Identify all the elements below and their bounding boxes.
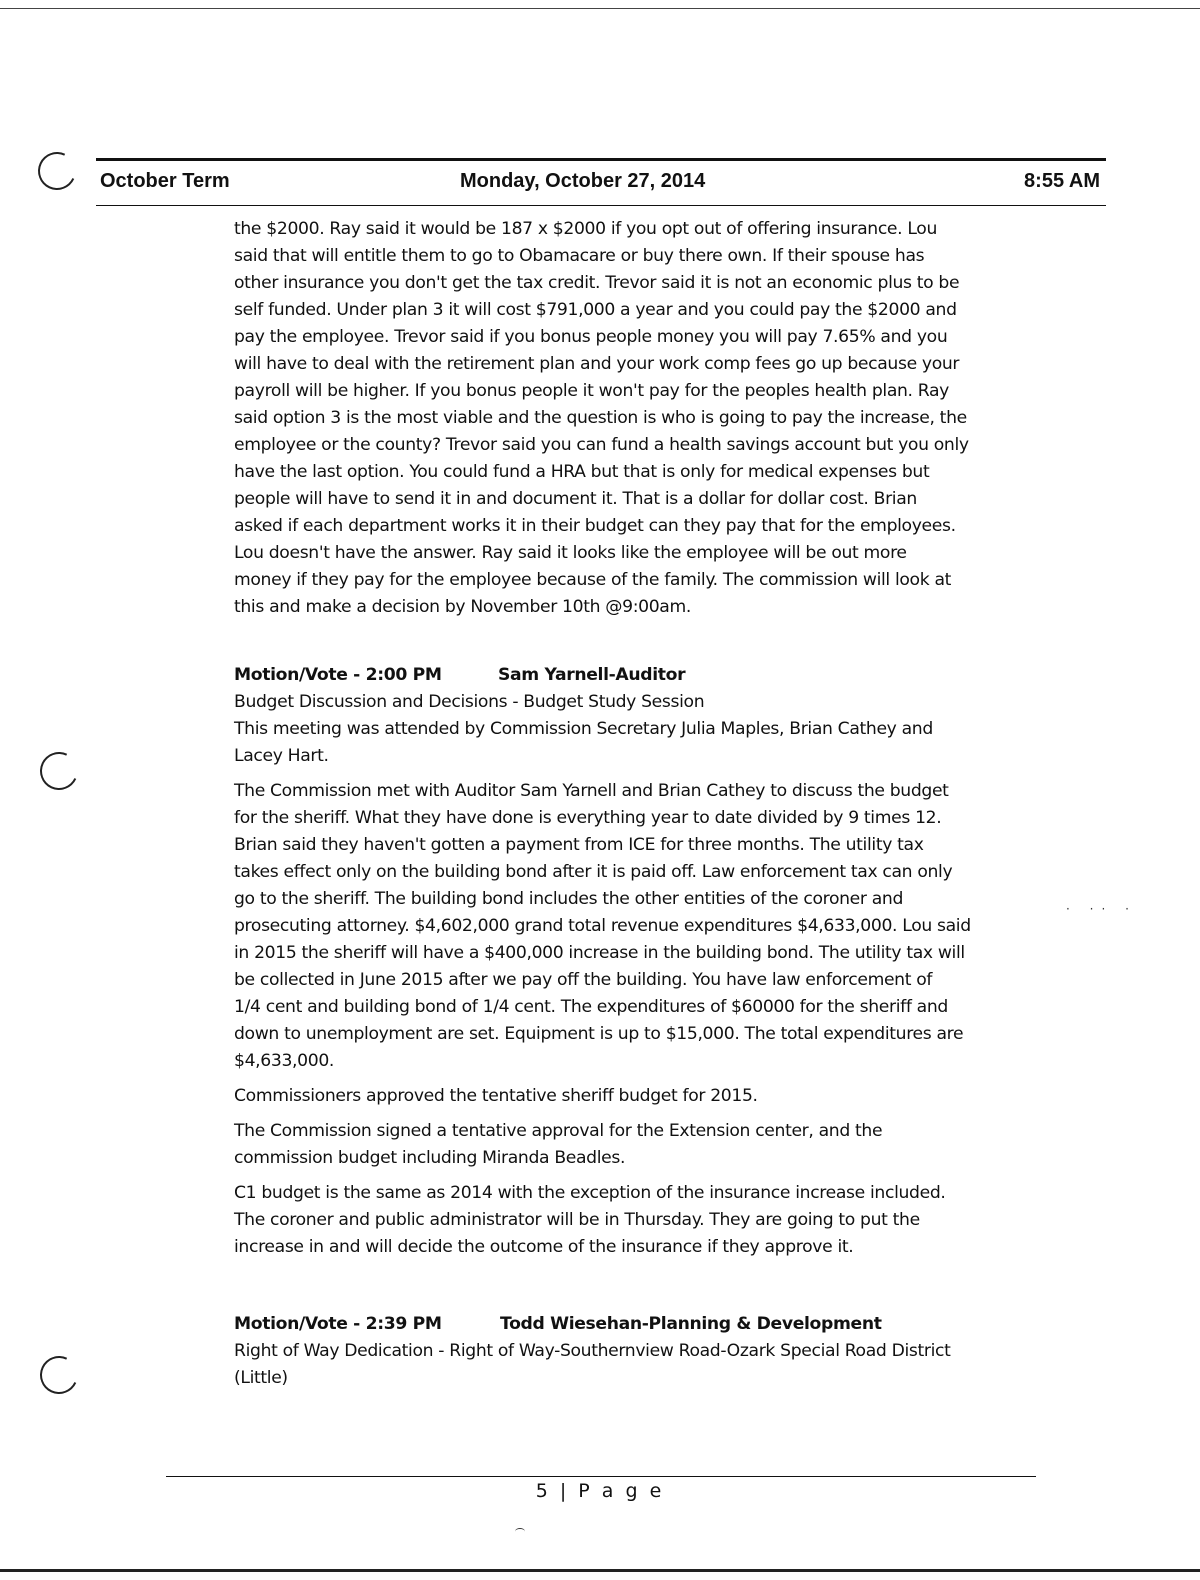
text-line: takes effect only on the building bond after it is paid off. Law enforcement tax can only xyxy=(234,862,953,882)
header-term: October Term xyxy=(100,170,230,192)
text-line: $4,633,000. xyxy=(234,1051,335,1071)
header-rule-top xyxy=(96,158,1106,161)
text-line: payroll will be higher. If you bonus people it won't pay for the peoples health plan. Ray xyxy=(234,381,949,401)
scan-artifact xyxy=(515,1528,525,1535)
footer-rule xyxy=(166,1476,1036,1477)
agenda-subject: Budget Discussion and Decisions - Budget Study Session xyxy=(234,692,705,712)
text-line: self funded. Under plan 3 it will cost $791,000 a year and you could pay the $2000 and xyxy=(234,300,957,320)
text-line: will have to deal with the retirement plan and your work comp fees go up because your xyxy=(234,354,960,374)
c1-paragraph xyxy=(234,1180,1034,1261)
motion-time: Motion/Vote - 2:39 PM xyxy=(234,1314,442,1334)
motion-heading xyxy=(234,1311,1034,1338)
text-line: in 2015 the sheriff will have a $400,000 increase in the building bond. The utility tax will xyxy=(234,943,965,963)
text-line: pay the employee. Trevor said if you bonus people money you will pay 7.65% and you xyxy=(234,327,948,347)
scan-bottom-edge xyxy=(0,1569,1200,1572)
header-time: 8:55 AM xyxy=(1024,170,1100,192)
agenda-subject: Right of Way Dedication - Right of Way-Southernview Road-Ozark Special Road District xyxy=(234,1341,951,1361)
signed-paragraph xyxy=(234,1118,1034,1172)
scan-top-edge xyxy=(0,8,1200,9)
text-line: The Commission signed a tentative approval for the Extension center, and the xyxy=(234,1121,883,1141)
text-line: asked if each department works it in their budget can they pay that for the employees. xyxy=(234,516,956,536)
header-rule-bottom xyxy=(96,205,1106,206)
presenter: Todd Wiesehan-Planning & Development xyxy=(500,1314,882,1334)
page-header xyxy=(100,170,1104,198)
text-line: people will have to send it in and document it. That is a dollar for dollar cost. Brian xyxy=(234,489,917,509)
text-line: C1 budget is the same as 2014 with the exception of the insurance increase included. xyxy=(234,1183,946,1203)
text-line: This meeting was attended by Commission Secretary Julia Maples, Brian Cathey and xyxy=(234,719,933,739)
header-date: Monday, October 27, 2014 xyxy=(460,170,706,192)
presenter: Sam Yarnell-Auditor xyxy=(498,665,686,685)
continued-paragraph xyxy=(234,216,1034,621)
agenda-subject: (Little) xyxy=(234,1368,288,1388)
page-number: 5 | P a g e xyxy=(535,1480,665,1502)
text-line: said that will entitle them to go to Obamacare or buy there own. If their spouse has xyxy=(234,246,925,266)
text-line: money if they pay for the employee because of the family. The commission will look at xyxy=(234,570,952,590)
text-line: prosecuting attorney. $4,602,000 grand total revenue expenditures $4,633,000. Lou said xyxy=(234,916,971,936)
text-line: go to the sheriff. The building bond includes the other entities of the coroner and xyxy=(234,889,903,909)
agenda-item-right-of-way xyxy=(234,1311,1034,1392)
discussion-paragraph xyxy=(234,778,1034,1075)
text-line: employee or the county? Trevor said you can fund a health savings account but you only xyxy=(234,435,969,455)
text-line: increase in and will decide the outcome of the insurance if they approve it. xyxy=(234,1237,854,1257)
punch-hole-icon xyxy=(33,147,82,196)
scan-speck-marks: · ·· · xyxy=(1066,902,1137,916)
text-line: said option 3 is the most viable and the question is who is going to pay the increase, the xyxy=(234,408,967,428)
motion-heading xyxy=(234,662,1034,689)
text-line: Lou doesn't have the answer. Ray said it looks like the employee will be out more xyxy=(234,543,907,563)
text-line: have the last option. You could fund a HRA but that is only for medical expenses but xyxy=(234,462,930,482)
text-line: 1/4 cent and building bond of 1/4 cent. The expenditures of $60000 for the sheriff and xyxy=(234,997,948,1017)
agenda-item-budget xyxy=(234,662,1034,1261)
motion-time: Motion/Vote - 2:00 PM xyxy=(234,665,442,685)
text-line: The coroner and public administrator will be in Thursday. They are going to put the xyxy=(234,1210,920,1230)
text-line: for the sheriff. What they have done is everything year to date divided by 9 times 12. xyxy=(234,808,942,828)
text-line: Brian said they haven't gotten a payment from ICE for three months. The utility tax xyxy=(234,835,924,855)
text-line: The Commission met with Auditor Sam Yarnell and Brian Cathey to discuss the budget xyxy=(234,781,949,801)
approval-paragraph xyxy=(234,1083,1034,1110)
text-line: be collected in June 2015 after we pay off the building. You have law enforcement of xyxy=(234,970,933,990)
text-line: commission budget including Miranda Beadles. xyxy=(234,1148,626,1168)
punch-hole-icon xyxy=(35,747,84,796)
punch-hole-icon xyxy=(35,1351,84,1400)
text-line: other insurance you don't get the tax credit. Trevor said it is not an economic plus to be xyxy=(234,273,960,293)
text-line: this and make a decision by November 10th @9:00am. xyxy=(234,597,691,617)
text-line: the $2000. Ray said it would be 187 x $2000 if you opt out of offering insurance. Lou xyxy=(234,219,938,239)
text-line: Lacey Hart. xyxy=(234,746,329,766)
text-line: down to unemployment are set. Equipment is up to $15,000. The total expenditures are xyxy=(234,1024,964,1044)
text-line: Commissioners approved the tentative sheriff budget for 2015. xyxy=(234,1086,758,1106)
